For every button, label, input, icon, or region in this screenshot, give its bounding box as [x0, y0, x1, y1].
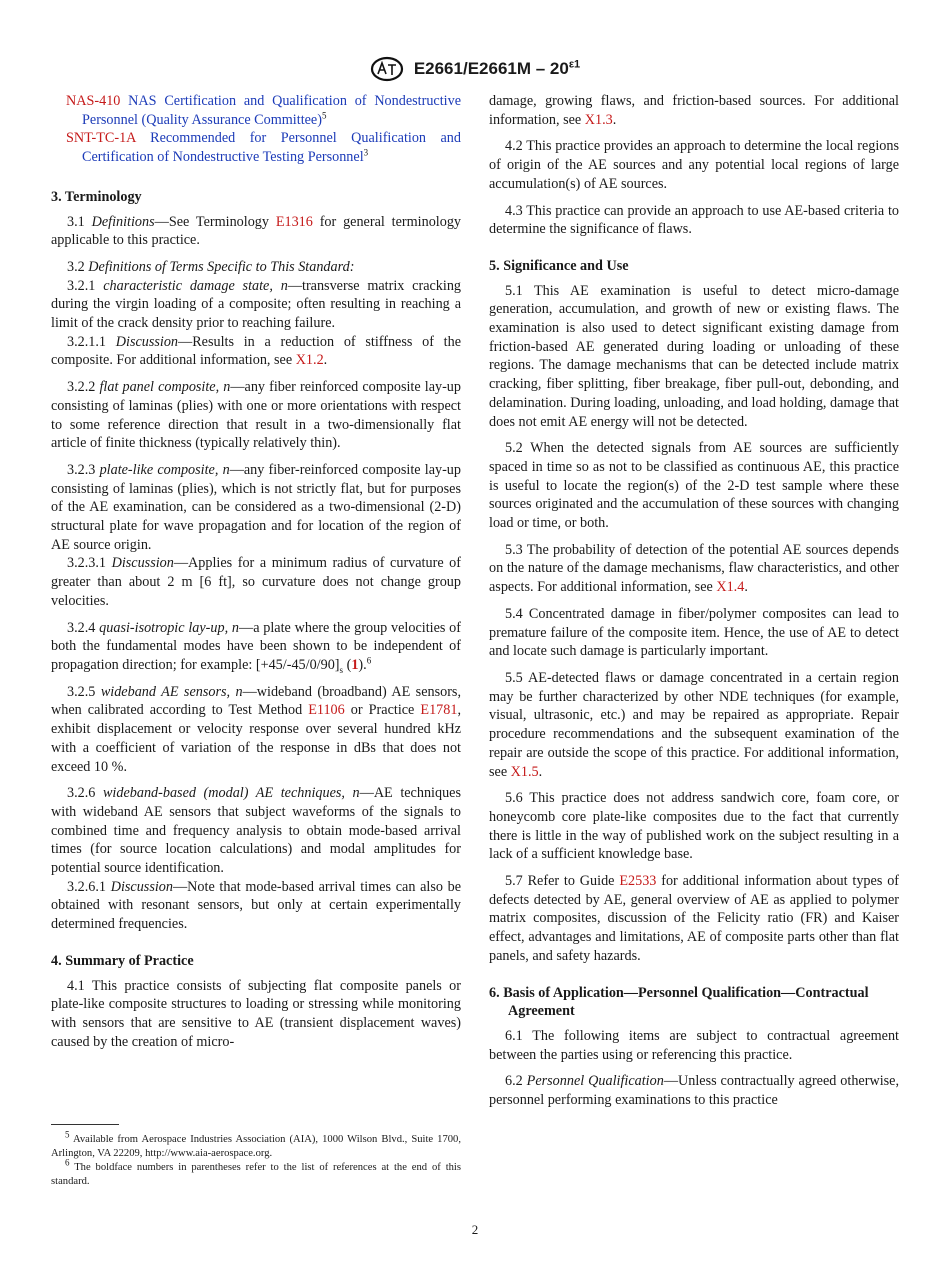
- para-3-2-3-1: 3.2.3.1 Discussion—Applies for a minimum radius of curvature of greater than about 2 m [6 ft], so curvature does not change group velocities.: [51, 555, 461, 609]
- link-x1-5[interactable]: X1.5: [510, 763, 539, 780]
- para-6-1: 6.1 The following items are subject to contractual agreement between the parties using or referencing this practice.: [489, 1027, 899, 1063]
- page-number: 2: [471, 1222, 479, 1237]
- para-5-7: 5.7 Refer to Guide E2533 for additional information about types of defects detected by AE, general overview of AE as applied to polymer matrix composites, discussion of the Felicity ratio (FR) and Kaiser effect, advantages and limitations, AE of composite parts other than flat panels, and safety hazards.: [489, 873, 900, 964]
- para-5-1: 5.1 This AE examination is useful to detect micro-damage generation, accumulation, and growth of new or existing flaws. The examination is also used to detect significant existing damage from friction-based AE generated during loading or unloading of these regions. The damage mechanisms that can be detected include matrix cracking, fiber splitting, fiber breakage, fiber pull-out, debonding, and delamination. During loading, unloading, and load holding, damage that does not emit AE energy will not be detected.: [489, 282, 899, 430]
- para-3-2-1: 3.2.1 characteristic damage state, n—transverse matrix cracking during the virgin loading of a composite; often resulting in reaching a limit of the crack density prior to reaching failure.: [51, 277, 462, 332]
- footnote-marker: 6: [366, 655, 372, 666]
- para-3-2-5: 3.2.5 wideband AE sensors, n—wideband (broadband) AE sensors, when calibrated according to Test Method E1106 or Practice E1781, exhibit displacement or velocity response over several hundred kHz with a coefficient of variation of the response in dBs that does not exceed 10 %.: [51, 683, 461, 775]
- footnote-marker: 3: [363, 147, 369, 158]
- para-3-2-6: 3.2.6 wideband-based (modal) AE techniques, n—AE techniques with wideband AE sensors that subject waveforms of the signals to combined time and frequency analysis to obtain mode-based arrival times (for source location calculations) and modal amplitudes for potential source identification.: [51, 785, 461, 877]
- para-4-3: 4.3 This practice can provide an approach to use AE-based criteria to determine the significance of flaws.: [489, 202, 899, 238]
- ref-code-link[interactable]: NAS-410: [66, 93, 121, 109]
- para-4-1-continued: damage, growing flaws, and friction-based sources. For additional information, see X1.3.: [489, 93, 899, 128]
- section-5-heading: 5. Significance and Use: [489, 257, 629, 274]
- footnote-divider: [51, 1124, 119, 1125]
- reference-nas-410: [51, 92, 461, 129]
- para-3-2-6-1: 3.2.6.1 Discussion—Note that mode-based arrival times can also be obtained with resonant sensors, but only at certain experimentally determined frequencies.: [51, 878, 462, 933]
- link-x1-4[interactable]: X1.4: [716, 579, 745, 596]
- footnotes: [51, 1129, 461, 1189]
- para-3-2: 3.2 Definitions of Terms Specific to This Standard:: [67, 258, 355, 275]
- footnote-marker: 5: [321, 109, 327, 120]
- para-3-2-1-1: 3.2.1.1 Discussion—Results in a reduction of stiffness of the composite. For additional information, see X1.2.: [51, 333, 461, 369]
- link-e1781[interactable]: E1781: [420, 702, 458, 719]
- link-x1-2[interactable]: X1.2: [295, 352, 324, 369]
- para-3-2-2: 3.2.2 flat panel composite, n—any fiber reinforced composite lay-up consisting of laminas (plies) with one or more orientations with respect to some reference direction that result in a two-dimensionally flat article of finite thickness (typically relatively thin).: [51, 379, 461, 452]
- para-5-6: 5.6 This practice does not address sandwich core, foam core, or honeycomb core plate-like composites due to the fact that currently there is little in the way of published work on the subject resulting in a lack of a sufficient knowledge base.: [489, 790, 899, 863]
- footnote-6: $^6$ The boldface numbers in parentheses refer to the list of references at the end of this standard.: [51, 1157, 461, 1187]
- document-designation: $E2661/E2661M - 20^{\varepsilon 1}$: [413, 58, 581, 78]
- link-e1316[interactable]: E1316: [275, 213, 313, 230]
- astm-logo-icon: [370, 56, 404, 82]
- link-e1106[interactable]: E1106: [308, 702, 345, 719]
- ref-code-link[interactable]: SNT-TC-1A: [66, 130, 136, 147]
- epsilon-superscript: ε1: [568, 58, 581, 71]
- para-5-2: 5.2 When the detected signals from AE sources are sufficiently spaced in time so as not to be classified as continuous AE, this practice is useful to locate the region(s) of the 2-D test sample where these sources originated and the accumulation of these sources with changing load or time, or both.: [489, 440, 899, 532]
- para-3-2-4: 3.2.4 quasi-isotropic lay-up, n—a plate where the group velocities of both the fundamental modes have been shown to be independent of propagation direction; for example: $[+45/-45/0/90]_s$ (1).$^6$: [51, 619, 461, 675]
- para-6-2: 6.2 Personnel Qualification—Unless contractually agreed otherwise, personnel performing examinations to this practice: [489, 1073, 899, 1109]
- para-3-2-3: 3.2.3 plate-like composite, n—any fiber-reinforced composite lay-up consisting of laminas (plies), which is not strictly flat, but for purposes of the AE examination, can be considered as a two-dimensional (2-D) structural plate for wave propagation and for location of the region of AE source origin.: [51, 461, 461, 553]
- ref-title-link[interactable]: Recommended for Personnel Qualification and Certification of Nondestructive Testing Personnel: [82, 130, 461, 166]
- para-3-1: 3.1 Definitions—See Terminology E1316 for general terminology applicable to this practice.: [51, 213, 462, 249]
- link-e2533[interactable]: E2533: [619, 873, 657, 890]
- para-5-5: 5.5 AE-detected flaws or damage concentrated in a certain region may be further characterized by other NDE techniques (for example, visual, ultrasonic, etc.) and may be repaired as appropriate. Repair procedure recommendations and the subsequent examination of the repair are outside the scope of this practice. For additional information, see X1.5.: [489, 669, 899, 780]
- section-4-heading: 4. Summary of Practice: [51, 952, 194, 969]
- page-header: [0, 56, 950, 82]
- link-x1-3[interactable]: X1.3: [584, 111, 613, 128]
- section-3-heading: 3. Terminology: [51, 188, 142, 205]
- para-4-2: 4.2 This practice provides an approach to determine the local regions of origin of the AE sources and any potential local regions of large accumulation(s) of AE sources.: [489, 138, 899, 192]
- reference-1-link[interactable]: 1: [351, 656, 359, 673]
- footnote-5: $^5$ Available from Aerospace Industries Association (AIA), 1000 Wilson Blvd., Suite 1700, Arlington, VA 22209, http://www.aia-aerospace.org.: [51, 1129, 461, 1159]
- para-5-3: 5.3 The probability of detection of the potential AE sources depends on the nature of the damage mechanisms, flaw characteristics, and other aspects. For additional information, see X1.4.: [489, 541, 899, 596]
- left-column: [51, 92, 461, 1051]
- ref-title-link[interactable]: NAS Certification and Qualification of Nondestructive Personnel (Quality Assurance Committee): [82, 93, 461, 128]
- reference-snt-tc-1a: [51, 129, 461, 166]
- section-6-heading: 6. Basis of Application—Personnel Qualification—Contractual Agreement: [489, 984, 869, 1020]
- para-5-4: 5.4 Concentrated damage in fiber/polymer composites can lead to premature failure of the composite item. Hence, the use of AE to detect and locate such damage is particularly important.: [489, 605, 899, 660]
- right-column: [489, 92, 899, 1110]
- para-4-1: 4.1 This practice consists of subjecting flat composite panels or plate-like composite structures to loading or stressing while monitoring with sensors that are sensitive to AE (transient displacement waves) caused by the creation of micro-: [51, 977, 461, 1050]
